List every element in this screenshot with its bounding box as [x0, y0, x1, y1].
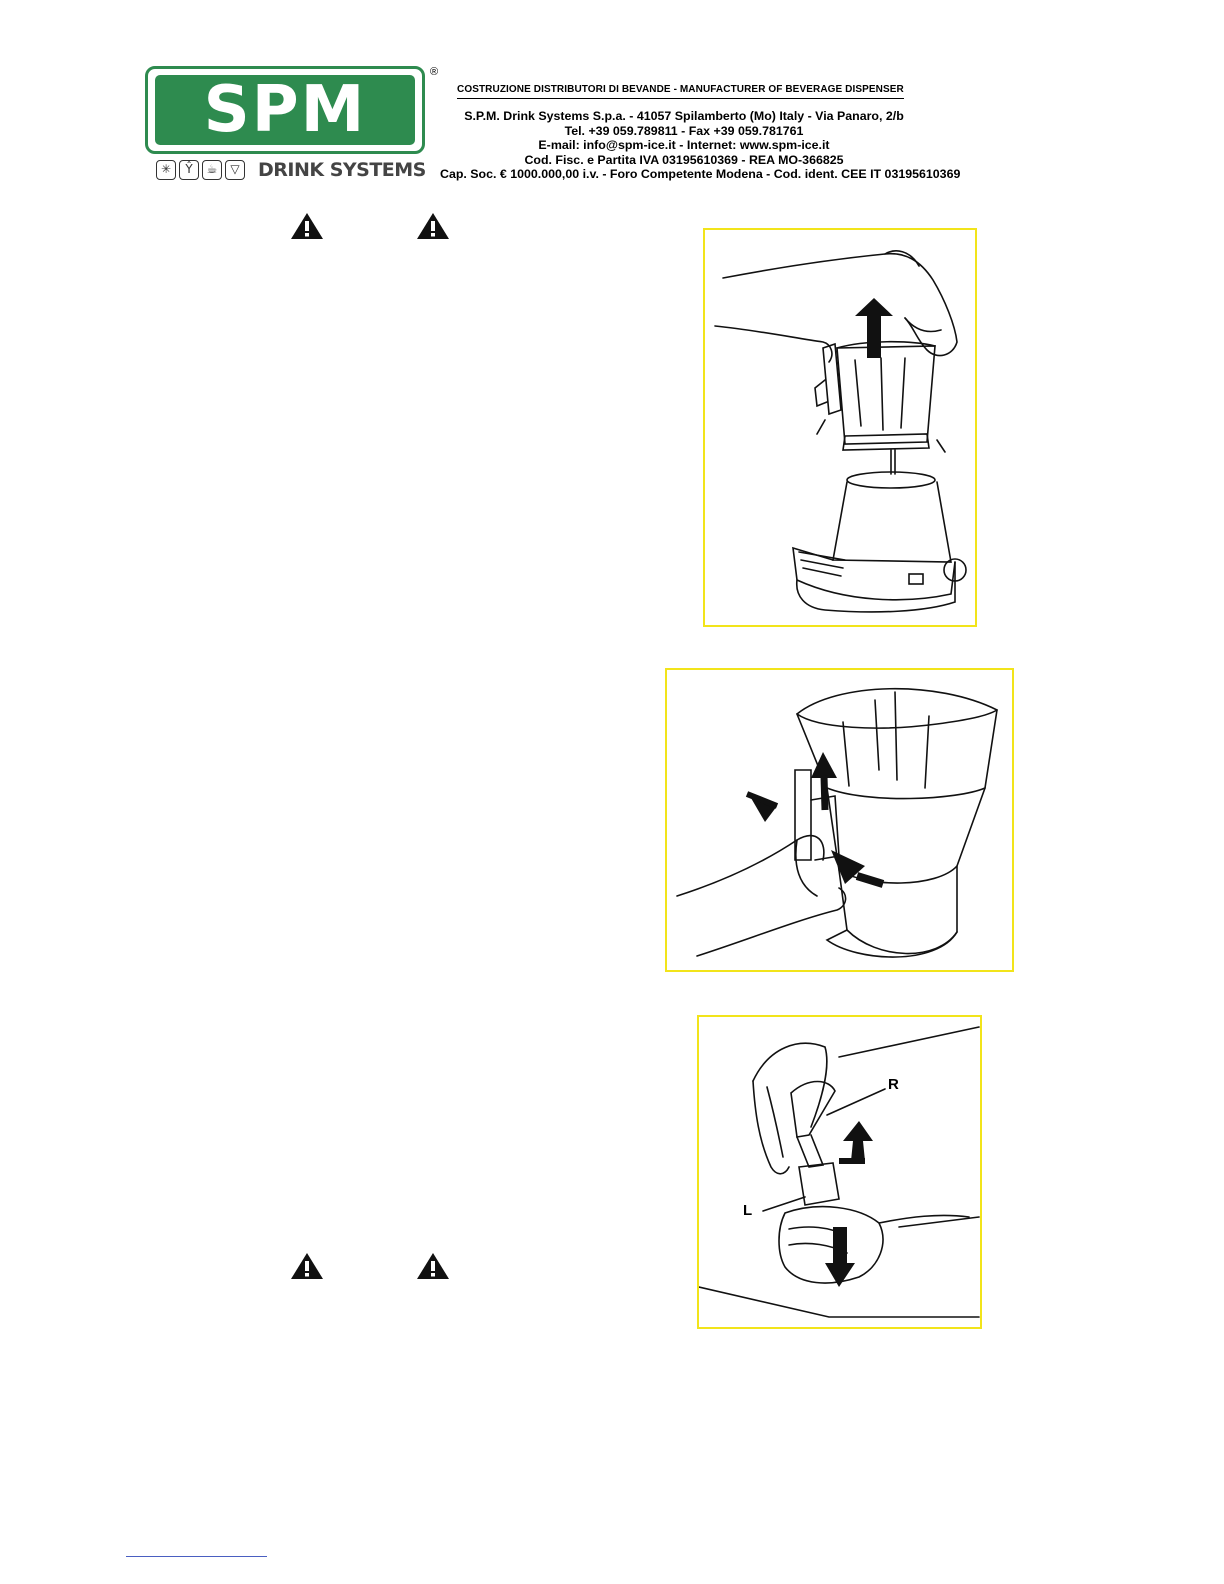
tap-removal-illustration — [667, 670, 1012, 970]
snowflake-icon: ✳ — [156, 160, 176, 180]
cup-icon: ☕ — [202, 160, 222, 180]
icecream-icon: ▽ — [225, 160, 245, 180]
footer-link-underline[interactable] — [126, 1556, 267, 1557]
label-r: R — [888, 1076, 899, 1093]
company-tax-id: Cod. Fisc. e Partita IVA 03195610369 - REA MO-366825 — [524, 152, 844, 167]
logo-icon-row — [156, 160, 245, 182]
logo-wordmark: SPM — [203, 73, 367, 147]
warning-icon — [416, 1252, 450, 1280]
registered-mark: ® — [430, 66, 439, 78]
warning-icon — [290, 1252, 324, 1280]
company-tagline: COSTRUZIONE DISTRIBUTORI DI BEVANDE - MANUFACTURER OF BEVERAGE DISPENSER — [457, 84, 904, 99]
figure-tap-lever — [697, 1015, 982, 1329]
company-info — [440, 109, 961, 182]
bowl-removal-illustration — [705, 230, 975, 625]
company-phone: Tel. +39 059.789811 - Fax +39 059.781761 — [564, 123, 804, 138]
company-capital: Cap. Soc. € 1000.000,00 i.v. - Foro Competente Modena - Cod. ident. CEE IT 03195610369 — [440, 167, 961, 181]
figure-bowl-removal — [703, 228, 977, 627]
glass-icon: Ŷ — [179, 160, 199, 180]
figure-tap-removal — [665, 668, 1014, 972]
warning-icon — [416, 212, 450, 240]
logo-green-panel — [155, 75, 415, 145]
warning-icon — [290, 212, 324, 240]
tap-lever-illustration — [699, 1017, 980, 1327]
logo-subtitle: DRINK SYSTEMS — [258, 159, 426, 181]
company-email: E-mail: info@spm-ice.it - Internet: www.spm-ice.it — [538, 138, 830, 152]
company-logo — [145, 66, 425, 154]
company-address: S.P.M. Drink Systems S.p.a. - 41057 Spilamberto (Mo) Italy - Via Panaro, 2/b — [464, 109, 904, 123]
label-l: L — [743, 1202, 753, 1219]
